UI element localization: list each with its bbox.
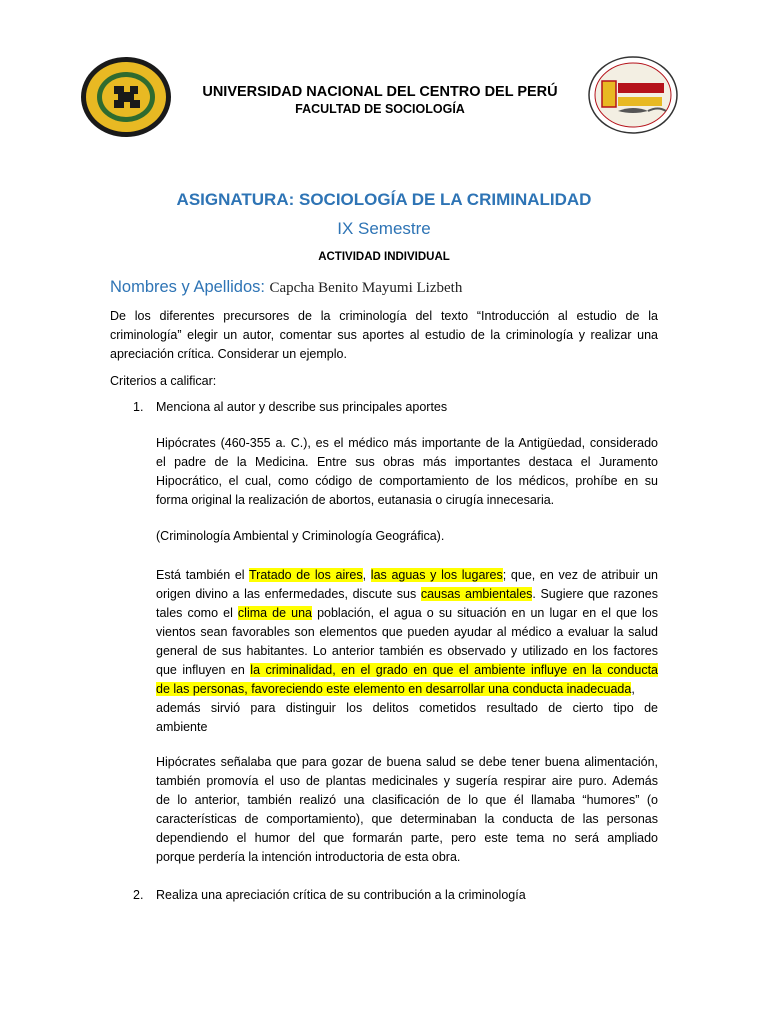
highlighted-text: de las personas, favoreciendo este elemento en desarrollar una conducta inadecuada [156, 682, 632, 696]
faculty-name: FACULTAD DE SOCIOLOGÍA [295, 102, 465, 116]
text-run: origen divino a las enfermedades, discute sus [156, 587, 421, 601]
text-run: , [631, 682, 635, 696]
student-name: Capcha Benito Mayumi Lizbeth [269, 280, 463, 296]
p3-line-5: general de sus habitantes. Lo anterior también es observado y utilizado en los factores [156, 644, 658, 658]
activity-label: ACTIVIDAD INDIVIDUAL [318, 251, 450, 263]
text-run: , [362, 568, 371, 582]
subject-title: ASIGNATURA: SOCIOLOGÍA DE LA CRIMINALIDAD [176, 190, 592, 209]
p3-line-4: vientos sean favorables son elementos que pueden ayudar al médico a evaluar la salud [156, 625, 658, 639]
p4-line-2: también promovía el uso de plantas medicinales y sugería respirar aire puro. Además [156, 774, 658, 788]
p4-line-1: Hipócrates señalaba que para gozar de buena salud se debe tener buena alimentación, [156, 755, 658, 769]
criteria-item-1: Menciona al autor y describe sus principales aportes [156, 400, 448, 414]
semester-label: IX Semestre [337, 219, 431, 238]
highlighted-text: clima de una [237, 606, 312, 620]
faculty-logo [588, 55, 678, 135]
text-run: que influyen en [156, 663, 251, 677]
university-name: UNIVERSIDAD NACIONAL DEL CENTRO DEL PERÚ [202, 84, 558, 100]
p3-line-7 [156, 680, 635, 699]
university-seal-logo [80, 56, 172, 138]
text-run: . Sugiere que razones [532, 587, 659, 601]
criteria-item-1-number: 1. [133, 400, 144, 414]
p3-line-2 [156, 585, 658, 604]
text-run: tales como el [156, 606, 238, 620]
p4-line-4: características de comportamiento), que determinaban la conducta de las personas [156, 812, 658, 826]
text-run: Está también el [156, 568, 250, 582]
p1-line-2: el padre de la Medicina. Entre sus obras más importantes destaca el Juramento [156, 455, 658, 469]
p4-line-3: de lo anterior, también realizó una clasificación de lo que él llamaba “humores” (o [156, 793, 658, 807]
highlighted-text: las aguas y los lugares [370, 568, 503, 582]
p3-line-9: ambiente [156, 720, 208, 734]
highlighted-text: Tratado de los aires [249, 568, 363, 582]
p2-line-1: (Criminología Ambiental y Criminología Geográfica). [156, 529, 445, 543]
instructions-line-3: apreciación crítica. Considerar un ejemplo. [110, 347, 347, 361]
p4-line-5: dependiendo el humor del que formarán parte, pero este tema no será ampliado [156, 831, 658, 845]
p1-line-3: Hipocrático, el cual, como código de comportamiento de los médicos, prohíbe en su [156, 474, 658, 488]
student-name-row [110, 278, 462, 297]
p4-line-6: porque perdería la intención introductoria de esta obra. [156, 850, 461, 864]
instructions-line-1: De los diferentes precursores de la criminología del texto “Introducción al estudio de la [110, 309, 658, 323]
p3-line-1 [156, 566, 658, 585]
p3-line-8: además sirvió para distinguir los delitos cometidos resultado de cierto tipo de [156, 701, 658, 715]
p1-line-4: forma original la realización de abortos, eutanasia o cirugía innecesaria. [156, 493, 555, 507]
criteria-item-2-number: 2. [133, 888, 144, 902]
text-run: población, el agua o su situación en un lugar en el que los [312, 606, 659, 620]
p3-line-3 [156, 604, 658, 623]
instructions-line-2: criminología” elegir un autor, comentar sus aportes al estudio de la criminología y realizar una [110, 328, 658, 342]
p1-line-1: Hipócrates (460-355 a. C.), es el médico más importante de la Antigüedad, considerado [156, 436, 658, 450]
highlighted-text: causas ambientales [420, 587, 533, 601]
p3-line-6 [156, 661, 658, 680]
criteria-item-2: Realiza una apreciación crítica de su contribución a la criminología [156, 888, 526, 902]
highlighted-text: la criminalidad, en el grado en que el ambiente influye en la conducta [250, 663, 658, 677]
criteria-heading: Criterios a calificar: [110, 374, 217, 388]
student-label: Nombres y Apellidos: [110, 278, 265, 296]
text-run: ; que, en vez de atribuir un [502, 568, 658, 582]
